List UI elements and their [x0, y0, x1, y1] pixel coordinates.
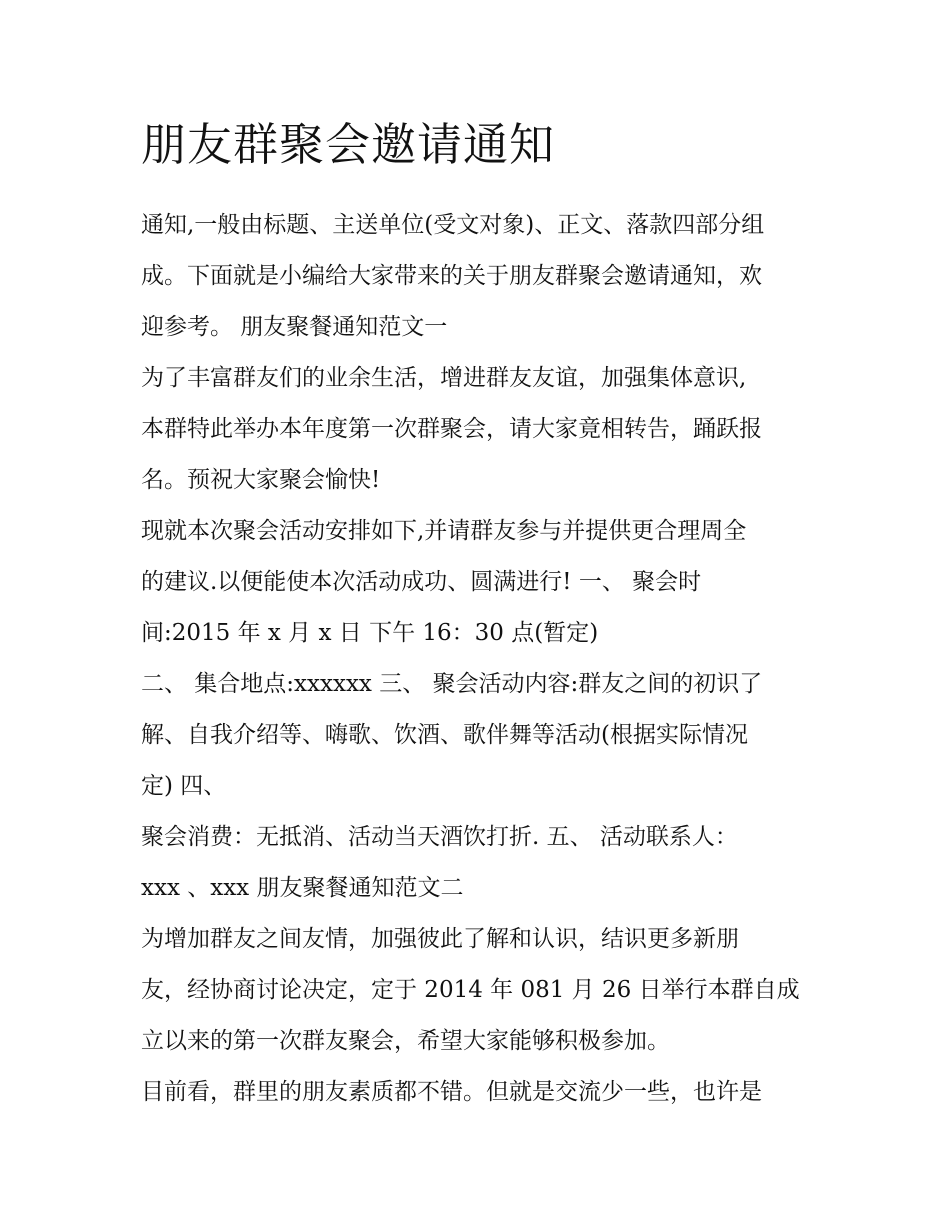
body-line: 解、自我介绍等、嗨歌、饮酒、歌伴舞等活动(根据实际情况: [141, 722, 748, 748]
body-line: 为了丰富群友们的业余生活，增进群友友谊，加强集体意识,: [141, 365, 747, 391]
document-body: [141, 200, 816, 1118]
body-line: 通知,一般由标题、主送单位(受文对象)、正文、落款四部分组: [141, 212, 765, 238]
body-line: 迎参考。 朋友聚餐通知范文一: [141, 314, 448, 340]
body-line: 的建议.以便能使本次活动成功、圆满进行! 一、 聚会时: [141, 569, 702, 595]
body-line: 名。预祝大家聚会愉快!: [141, 467, 381, 493]
body-line: 聚会消费：无抵消、活动当天酒饮打折. 五、 活动联系人：: [141, 824, 738, 850]
body-line: 本群特此举办本年度第一次群聚会，请大家竟相转告，踊跃报: [141, 416, 762, 442]
body-line: 间:2015 年 x 月 x 日 下午 16：30 点(暂定): [141, 620, 599, 646]
body-line: 目前看，群里的朋友素质都不错。但就是交流少一些，也许是: [141, 1079, 762, 1105]
document-page: [141, 110, 816, 1118]
body-line: 现就本次聚会活动安排如下,并请群友参与并提供更合理周全: [141, 518, 747, 544]
body-line: 友，经协商讨论决定，定于 2014 年 081 月 26 日举行本群自成: [141, 977, 800, 1003]
body-line: 立以来的第一次群友聚会，希望大家能够积极参加。: [141, 1028, 670, 1054]
body-line: 二、 集合地点:xxxxxx 三、 聚会活动内容:群友之间的初识了: [141, 671, 763, 697]
body-line: 成。下面就是小编给大家带来的关于朋友群聚会邀请通知，欢: [141, 263, 762, 289]
body-line: 为增加群友之间友情，加强彼此了解和认识，结识更多新朋: [141, 926, 739, 952]
body-line: xxx 、xxx 朋友聚餐通知范文二: [141, 875, 464, 901]
document-title: 朋友群聚会邀请通知: [141, 118, 556, 171]
body-line: 定) 四、: [141, 773, 227, 799]
